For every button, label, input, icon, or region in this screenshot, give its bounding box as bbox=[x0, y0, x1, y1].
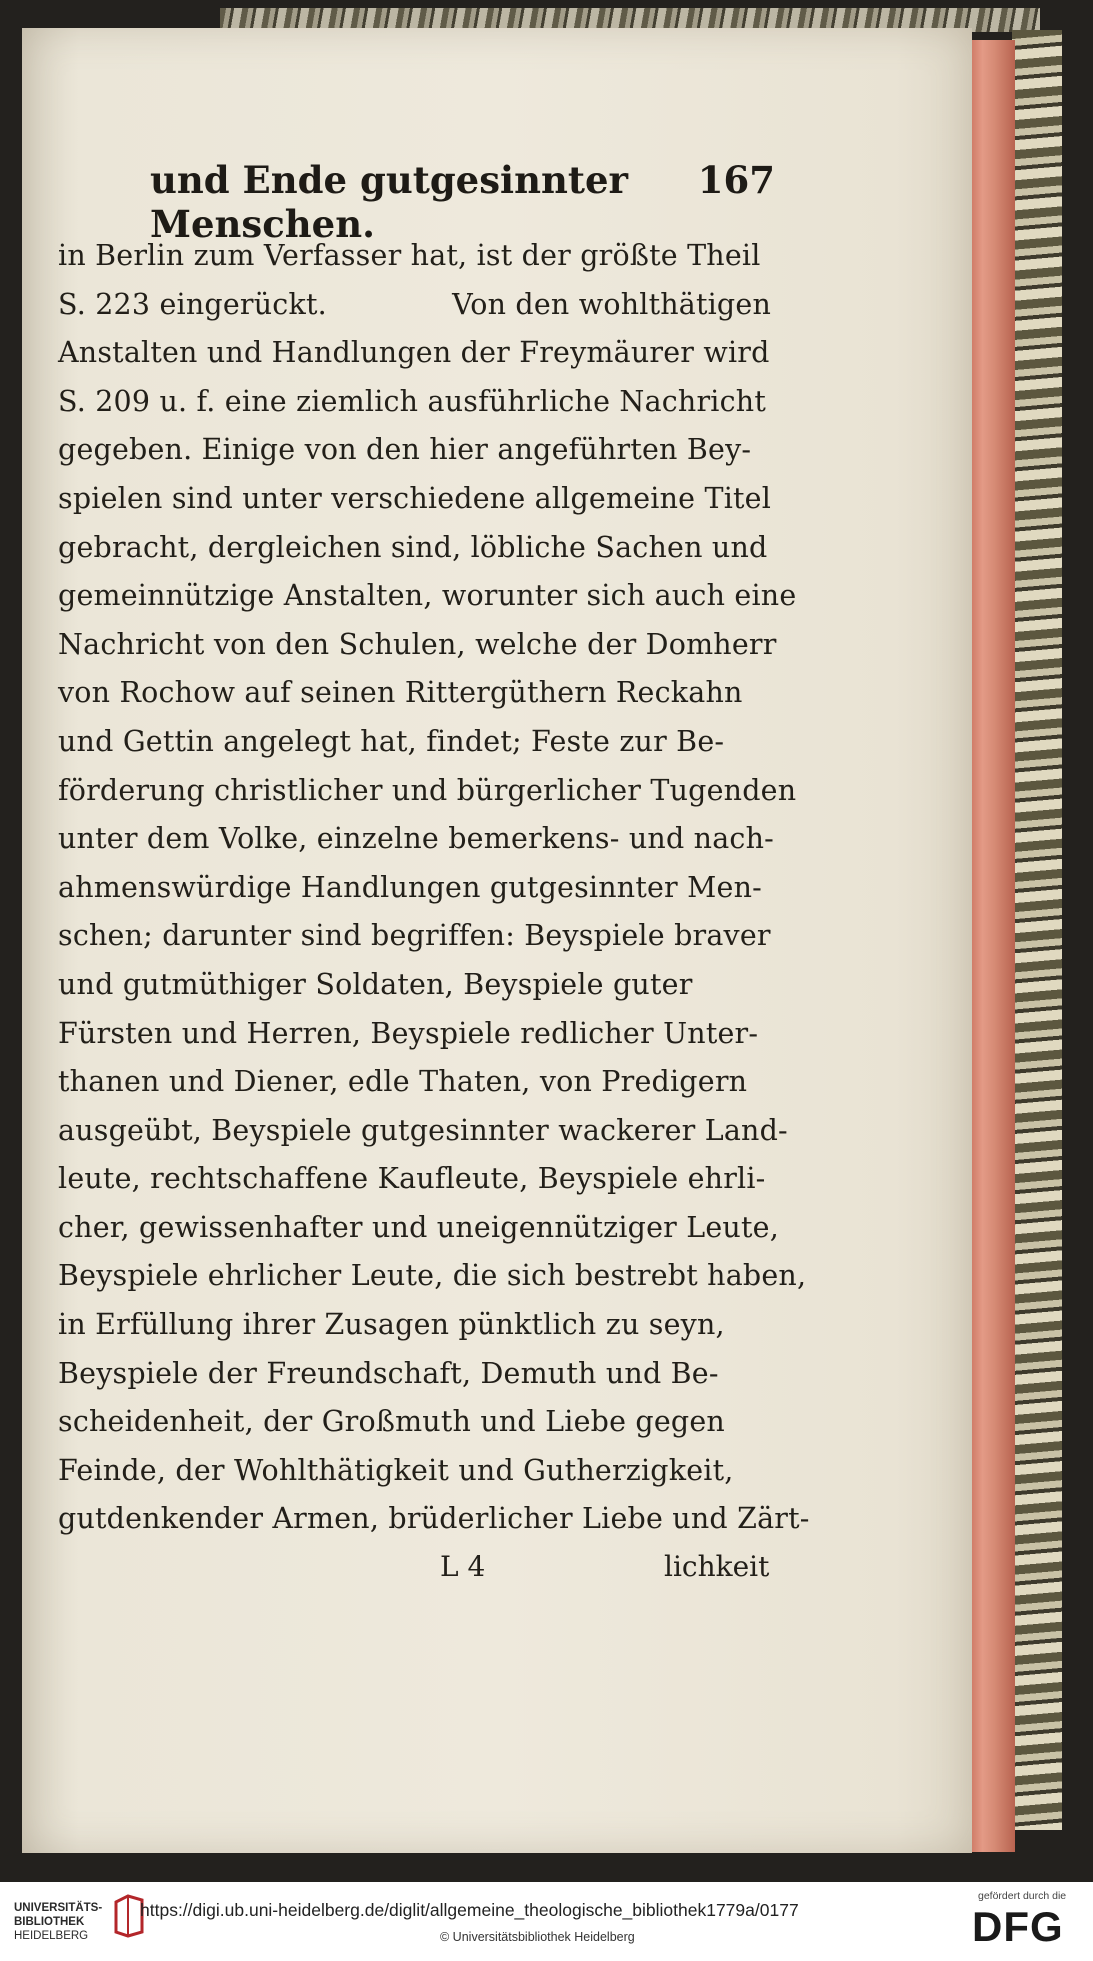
text-segment: gemeinnützige Anstalten, worunter sich auch eine bbox=[58, 579, 797, 613]
text-segment: Nachricht von den Schulen, welche der Domherr bbox=[58, 627, 777, 661]
text-segment: förderung christlicher und bürgerlicher Tugenden bbox=[58, 773, 797, 807]
viewer-footer-bar bbox=[0, 1882, 1093, 1961]
text-line bbox=[58, 718, 771, 767]
marbled-cover-edge bbox=[1012, 30, 1062, 1830]
text-segment: unter dem Volke, einzelne bemerkens- und nach- bbox=[58, 822, 774, 856]
funder-label: gefördert durch die bbox=[978, 1890, 1067, 1902]
text-segment: Von den wohlthätigen bbox=[452, 287, 771, 321]
text-line bbox=[58, 1252, 807, 1301]
text-line bbox=[58, 815, 774, 864]
text-segment: S. 209 u. f. eine ziemlich ausführliche Nachricht bbox=[58, 384, 766, 418]
text-segment: spielen sind unter verschiedene allgemeine Titel bbox=[58, 481, 772, 515]
text-line bbox=[58, 669, 771, 718]
text-segment: gutdenkender Armen, brüderlicher Liebe und Zärt- bbox=[58, 1502, 810, 1536]
signature-mark: L 4 bbox=[440, 1550, 486, 1583]
text-line bbox=[58, 572, 797, 621]
library-name-line2: BIBLIOTHEK bbox=[14, 1916, 85, 1928]
text-line bbox=[58, 378, 771, 427]
text-segment: gegeben. Einige von den hier angeführten Bey- bbox=[58, 433, 752, 467]
library-name-line1: UNIVERSITÄTS- bbox=[14, 1902, 103, 1914]
copyright-notice: © Universitätsbibliothek Heidelberg bbox=[440, 1930, 635, 1944]
text-line bbox=[58, 1398, 771, 1447]
text-line bbox=[58, 1010, 771, 1059]
text-segment: scheidenheit, der Großmuth und Liebe gegen bbox=[58, 1405, 725, 1439]
text-segment: Feinde, der Wohlthätigkeit und Gutherzigkeit, bbox=[58, 1453, 734, 1487]
text-line bbox=[58, 864, 771, 913]
text-line bbox=[58, 961, 771, 1010]
text-line bbox=[58, 767, 797, 816]
text-segment: leute, rechtschaffene Kaufleute, Beyspiele ehrli- bbox=[58, 1162, 766, 1196]
text-line bbox=[58, 232, 771, 281]
text-line bbox=[58, 621, 777, 670]
text-segment: S. 223 eingerückt. bbox=[58, 287, 327, 321]
text-line bbox=[58, 1204, 779, 1253]
text-segment: und Gettin angelegt hat, findet; Feste zur Be- bbox=[58, 724, 725, 758]
text-segment: schen; darunter sind begriffen: Beyspiele braver bbox=[58, 919, 771, 953]
text-segment: Beyspiele der Freundschaft, Demuth und Be- bbox=[58, 1356, 719, 1390]
text-line bbox=[58, 1495, 810, 1544]
text-line bbox=[58, 329, 771, 378]
page-number: 167 bbox=[697, 158, 775, 202]
text-segment: cher, gewissenhafter und uneigennütziger Leute, bbox=[58, 1210, 779, 1244]
text-segment: von Rochow auf seinen Rittergüthern Reckahn bbox=[58, 676, 743, 710]
text-line bbox=[58, 524, 771, 573]
text-segment: gebracht, dergleichen sind, löbliche Sachen und bbox=[58, 530, 768, 564]
text-line bbox=[58, 1301, 771, 1350]
text-segment: Beyspiele ehrlicher Leute, die sich bestrebt haben, bbox=[58, 1259, 807, 1293]
text-line bbox=[58, 281, 771, 330]
library-name-line3: HEIDELBERG bbox=[14, 1930, 89, 1942]
text-segment: Fürsten und Herren, Beyspiele redlicher Unter- bbox=[58, 1016, 759, 1050]
running-header bbox=[150, 158, 775, 246]
running-head-title: und Ende gutgesinnter Menschen. bbox=[150, 158, 629, 246]
text-line bbox=[58, 1155, 771, 1204]
text-line bbox=[58, 1447, 771, 1496]
dfg-logo[interactable]: DFG bbox=[972, 1903, 1064, 1950]
permalink-url[interactable]: https://digi.ub.uni-heidelberg.de/diglit/allgemeine_theologische_bibliothek1779a/0177 bbox=[140, 1900, 799, 1920]
text-segment: in Erfüllung ihrer Zusagen pünktlich zu seyn, bbox=[58, 1308, 725, 1342]
text-segment: und gutmüthiger Soldaten, Beyspiele guter bbox=[58, 967, 693, 1001]
text-line bbox=[58, 1058, 771, 1107]
catchword: lichkeit bbox=[664, 1550, 770, 1583]
body-text bbox=[58, 232, 810, 1544]
text-segment: in Berlin zum Verfasser hat, ist der größte Theil bbox=[58, 239, 761, 272]
text-segment: Anstalten und Handlungen der Freymäurer wird bbox=[58, 336, 770, 370]
text-line bbox=[58, 1350, 771, 1399]
text-line bbox=[58, 426, 771, 475]
page-edge-red bbox=[965, 40, 1015, 1852]
text-line bbox=[58, 912, 771, 961]
text-line bbox=[58, 475, 771, 524]
text-segment: ausgeübt, Beyspiele gutgesinnter wackerer Land- bbox=[58, 1113, 788, 1147]
text-line bbox=[58, 1107, 788, 1156]
text-segment: thanen und Diener, edle Thaten, von Predigern bbox=[58, 1065, 748, 1099]
text-segment: ahmenswürdige Handlungen gutgesinnter Men- bbox=[58, 870, 762, 904]
